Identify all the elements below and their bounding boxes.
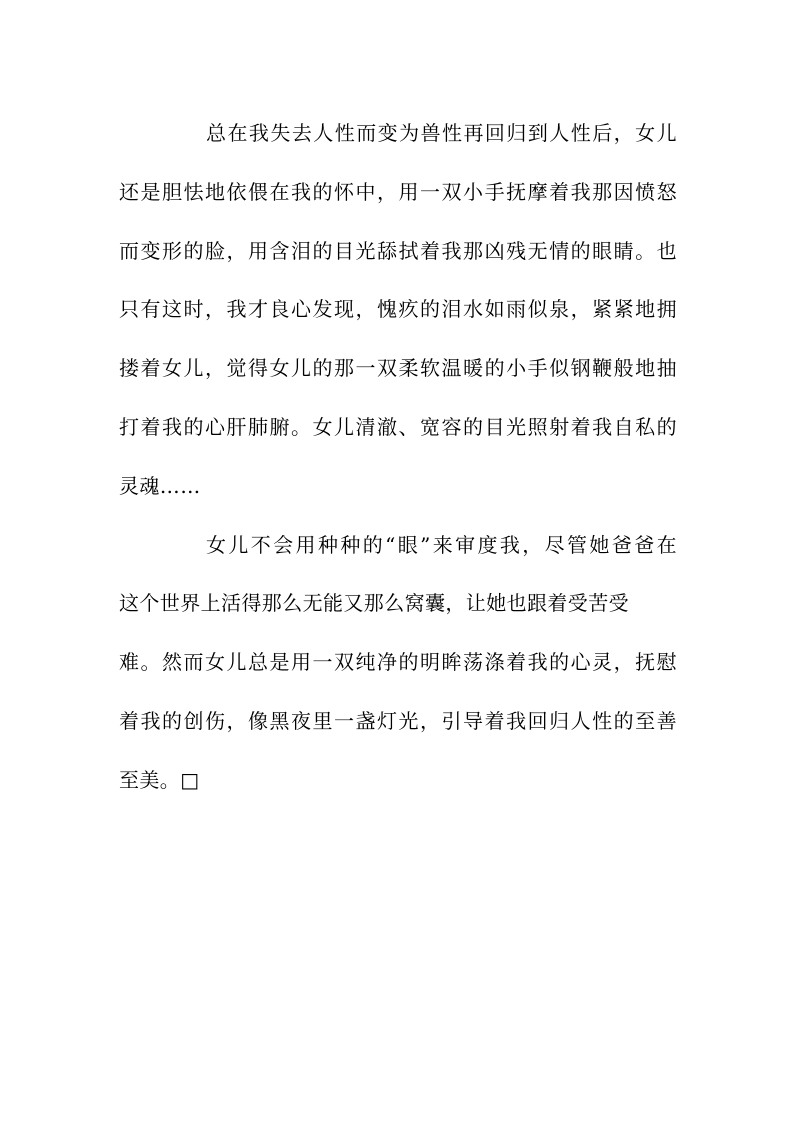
text-line: 灵魂…… <box>119 473 201 498</box>
paragraph-2 <box>119 524 677 818</box>
text-line: 着我的创伤，像黑夜里一盏灯光，引导着我回归人性的至善 <box>119 708 677 733</box>
text-line: 难。然而女儿总是用一双纯净的明眸荡涤着我的心灵，抚慰 <box>119 650 677 675</box>
text-line: 只有这时，我才良心发现，愧疚的泪水如雨似泉，紧紧地拥 <box>119 297 677 322</box>
body-text <box>119 112 677 818</box>
paragraph-1 <box>119 112 677 524</box>
text-line: 总在我失去人性而变为兽性再回归到人性后，女儿 <box>206 121 677 145</box>
text-line: 而变形的脸，用含泪的目光舔拭着我那凶残无情的眼睛。也 <box>119 238 677 263</box>
text-line: 这个世界上活得那么无能又那么窝囊，让她也跟着受苦受 <box>119 591 629 616</box>
text-line: 女儿不会用种种的“眼”来审度我，尽管她爸爸在 <box>206 532 677 557</box>
text-line: 搂着女儿，觉得女儿的那一双柔软温暖的小手似钢鞭般地抽 <box>119 356 677 381</box>
text-line: 还是胆怯地依偎在我的怀中，用一双小手抚摩着我那因愤怒 <box>119 179 677 204</box>
text-line: 打着我的心肝肺腑。女儿清澈、宽容的目光照射着我自私的 <box>119 414 677 439</box>
text-line: 至美。□ <box>119 767 200 792</box>
